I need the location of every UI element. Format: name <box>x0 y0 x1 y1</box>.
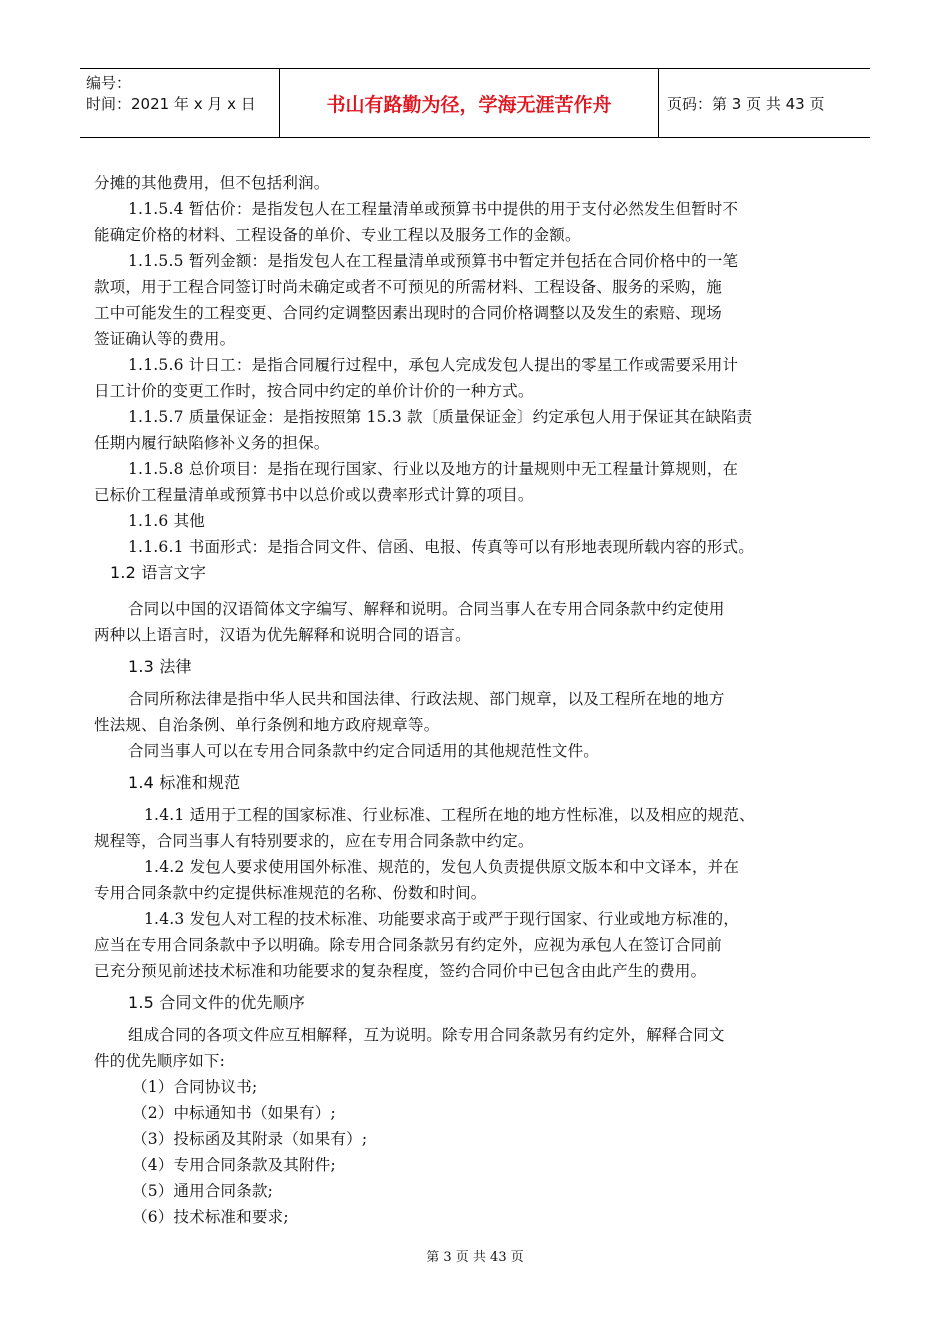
clause-1-1-6: 1.1.6 其他 <box>128 512 205 530</box>
document-body <box>94 170 862 1230</box>
paragraph-line: 签证确认等的费用。 <box>94 330 236 348</box>
section-heading-1-2: 1.2 语言文字 <box>110 563 207 582</box>
header-meta <box>80 69 280 137</box>
document-time-label: 时间：2021 年 x 月 x 日 <box>86 95 256 113</box>
paragraph-line: 应当在专用合同条款中予以明确。除专用合同条款另有约定外，应视为承包人在签订合同前 <box>94 936 723 954</box>
list-item: （2）中标通知书（如果有）; <box>132 1104 336 1122</box>
page-header <box>80 68 870 138</box>
paragraph-line: 款项，用于工程合同签订时尚未确定或者不可预见的所需材料、工程设备、服务的采购，施 <box>94 278 723 296</box>
document-code-label: 编号： <box>86 74 132 92</box>
paragraph-line: 组成合同的各项文件应互相解释，互为说明。除专用合同条款另有约定外，解释合同文 <box>128 1026 725 1044</box>
paragraph-line: 性法规、自治条例、单行条例和地方政府规章等。 <box>94 716 440 734</box>
section-heading-1-5: 1.5 合同文件的优先顺序 <box>128 993 306 1012</box>
clause-1-4-3: 1.4.3 发包人对工程的技术标准、功能要求高于或严于现行国家、行业或地方标准的， <box>144 910 740 928</box>
paragraph-line: 专用合同条款中约定提供标准规范的名称、份数和时间。 <box>94 884 487 902</box>
clause-1-1-5-4: 1.1.5.4 暂估价：是指发包人在工程量清单或预算书中提供的用于支付必然发生但暂时不 <box>128 200 739 218</box>
paragraph-line: 件的优先顺序如下: <box>94 1052 226 1070</box>
clause-1-1-5-7: 1.1.5.7 质量保证金：是指按照第 15.3 款〔质量保证金〕约定承包人用于保证其在缺陷责 <box>128 408 753 426</box>
clause-1-1-6-1: 1.1.6.1 书面形式：是指合同文件、信函、电报、传真等可以有形地表现所载内容的形式。 <box>128 538 754 556</box>
paragraph-line: 分摊的其他费用，但不包括利润。 <box>94 174 330 192</box>
header-page-label: 页码：第 3 页 共 43 页 <box>667 94 825 113</box>
paragraph-line: 两种以上语言时，汉语为优先解释和说明合同的语言。 <box>94 626 471 644</box>
header-motto: 书山有路勤为径，学海无涯苦作舟 <box>280 69 659 137</box>
clause-1-4-2: 1.4.2 发包人要求使用国外标准、规范的，发包人负责提供原文版本和中文译本，并在 <box>144 858 740 876</box>
clause-1-1-5-6: 1.1.5.6 计日工：是指合同履行过程中，承包人完成发包人提出的零星工作或需要采用计 <box>128 356 739 374</box>
paragraph-line: 能确定价格的材料、工程设备的单价、专业工程以及服务工作的金额。 <box>94 226 581 244</box>
clause-1-1-5-8: 1.1.5.8 总价项目：是指在现行国家、行业以及地方的计量规则中无工程量计算规则，在 <box>128 460 739 478</box>
clause-1-1-5-5: 1.1.5.5 暂列金额：是指发包人在工程量清单或预算书中暂定并包括在合同价格中的一笔 <box>128 252 739 270</box>
paragraph-line: 已充分预见前述技术标准和功能要求的复杂程度，签约合同价中已包含由此产生的费用。 <box>94 962 707 980</box>
paragraph-line: 日工计价的变更工作时，按合同中约定的单价计价的一种方式。 <box>94 382 534 400</box>
clause-1-4-1: 1.4.1 适用于工程的国家标准、行业标准、工程所在地的地方性标准，以及相应的规范、 <box>144 806 755 824</box>
list-item: （4）专用合同条款及其附件; <box>132 1156 336 1174</box>
list-item: （5）通用合同条款; <box>132 1182 274 1200</box>
list-item: （1）合同协议书; <box>132 1078 258 1096</box>
section-heading-1-4: 1.4 标准和规范 <box>128 773 241 792</box>
paragraph-line: 合同当事人可以在专用合同条款中约定合同适用的其他规范性文件。 <box>128 742 600 760</box>
paragraph-line: 任期内履行缺陷修补义务的担保。 <box>94 434 330 452</box>
paragraph-line: 工中可能发生的工程变更、合同约定调整因素出现时的合同价格调整以及发生的索赔、现场 <box>94 304 723 322</box>
paragraph-line: 规程等，合同当事人有特别要求的，应在专用合同条款中约定。 <box>94 832 534 850</box>
list-item: （3）投标函及其附录（如果有）; <box>132 1130 368 1148</box>
list-item: （6）技术标准和要求; <box>132 1208 289 1226</box>
section-heading-1-3: 1.3 法律 <box>128 657 192 676</box>
paragraph-line: 已标价工程量清单或预算书中以总价或以费率形式计算的项目。 <box>94 486 534 504</box>
paragraph-line: 合同以中国的汉语简体文字编写、解释和说明。合同当事人在专用合同条款中约定使用 <box>128 600 725 618</box>
paragraph-line: 合同所称法律是指中华人民共和国法律、行政法规、部门规章，以及工程所在地的地方 <box>128 690 725 708</box>
page-footer: 第 3 页 共 43 页 <box>426 1250 524 1265</box>
